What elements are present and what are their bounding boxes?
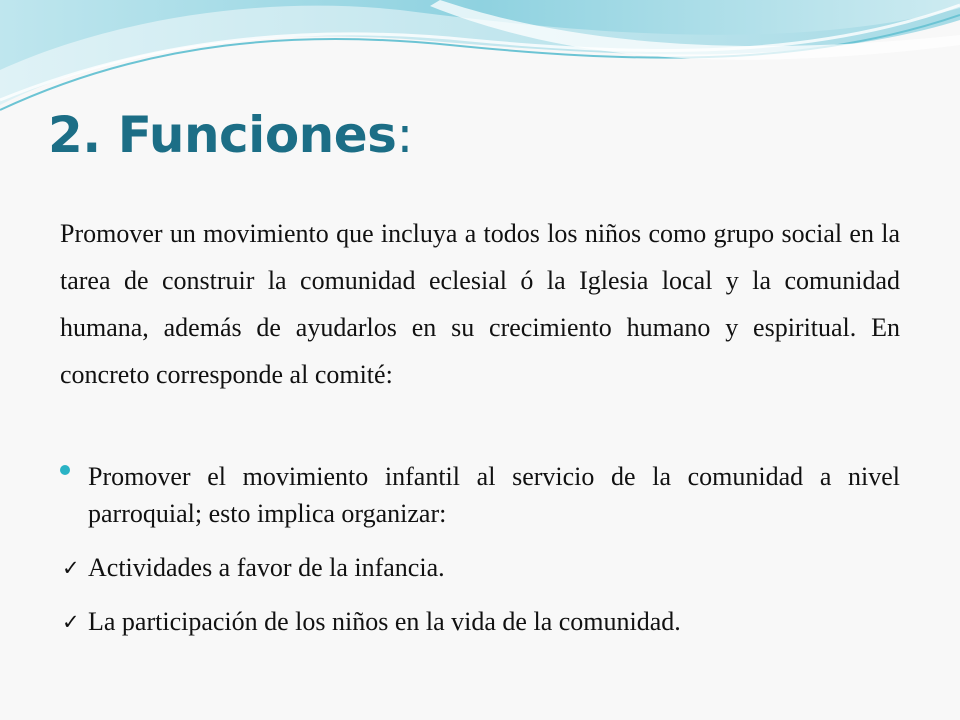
checkmark-icon: ✓: [62, 610, 80, 634]
checklist-item-text: Actividades a favor de la infancia.: [88, 553, 445, 582]
checklist-item-text: La participación de los niños en la vida de la comunidad.: [88, 607, 681, 636]
slide-title-colon: :: [396, 106, 413, 164]
checklist-item: [60, 603, 900, 641]
bullet-item: [60, 458, 900, 532]
slide-title-text: 2. Funciones: [48, 106, 397, 164]
bullet-text: Promover el movimiento infantil al servicio de la comunidad a nivel parroquial; esto implica organizar:: [88, 462, 900, 528]
checklist-item: [60, 549, 900, 587]
circle-bullet-icon: [60, 465, 70, 475]
checkmark-icon: ✓: [62, 556, 80, 580]
intro-paragraph: Promover un movimiento que incluya a todos los niños como grupo social en la tarea de construir la comunidad eclesial ó la Iglesia local y la comunidad humana, además de ayudarlos en su crecimiento humano y espiritual. En concreto corresponde al comité:: [60, 219, 900, 389]
slide-title: [48, 100, 413, 170]
